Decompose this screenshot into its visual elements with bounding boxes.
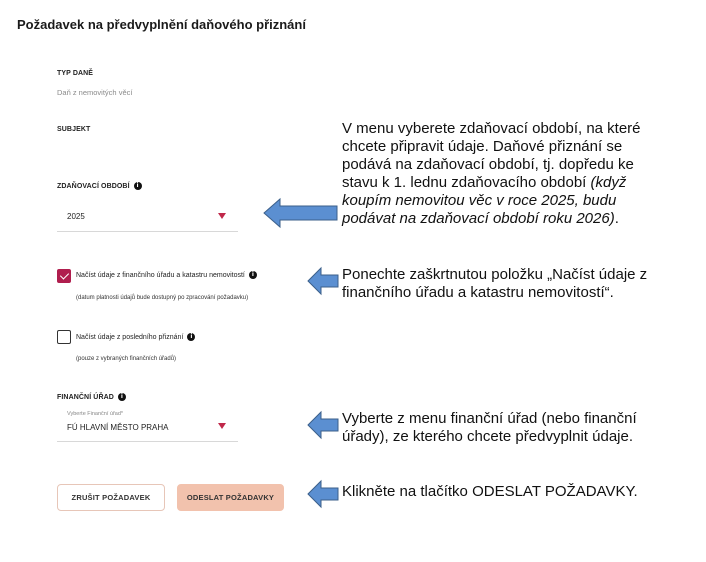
load-registry-label-text: Načíst údaje z finančního úřadu a katastru nemovitostí bbox=[76, 271, 245, 279]
period-annotation bbox=[342, 120, 672, 228]
load-last-checkbox[interactable] bbox=[57, 330, 71, 344]
load-last-label-text: Načíst údaje z posledního přiznání bbox=[76, 333, 184, 341]
subject-label: SUBJEKT bbox=[57, 126, 91, 133]
office-select-value: FÚ HLAVNÍ MĚSTO PRAHA bbox=[67, 423, 169, 432]
period-annotation-text: V menu vyberete zdaňovací období, na které chcete připravit údaje. Daňové přiznání se podává na zdaňovací období, tj. dopředu ke stavu k 1. lednu zdaňovacího období bbox=[342, 120, 641, 191]
office-label-text: FINANČNÍ ÚŘAD bbox=[57, 393, 114, 401]
send-annotation: Klikněte na tlačítko ODESLAT POŽADAVKY. bbox=[342, 483, 638, 500]
load-registry-note: (datum platnosti údajů bude dostupný po zpracování požadavku) bbox=[76, 295, 249, 301]
page-title: Požadavek na předvyplnění daňového přiznání bbox=[17, 17, 306, 32]
period-select[interactable] bbox=[57, 198, 238, 232]
period-annotation-italic: (když koupím nemovitou věc v roce 2025, budu podávat na zdaňovací období roku 2026) bbox=[342, 174, 627, 227]
office-select-label: Vyberte Finanční úřad* bbox=[67, 411, 124, 417]
office-select[interactable] bbox=[57, 408, 238, 442]
period-select-value: 2025 bbox=[67, 212, 85, 221]
info-icon[interactable]: i bbox=[134, 182, 142, 190]
load-last-note: (pouze z vybraných finančních úřadů) bbox=[76, 356, 177, 362]
caret-down-icon bbox=[218, 213, 226, 219]
tax-type-label: TYP DANĚ bbox=[57, 70, 94, 77]
period-label-text: ZDAŇOVACÍ OBDOBÍ bbox=[57, 182, 130, 190]
arrow-left-icon bbox=[307, 267, 339, 295]
cancel-button[interactable]: ZRUŠIT POŽADAVEK bbox=[57, 484, 165, 511]
arrow-left-icon bbox=[307, 480, 339, 508]
caret-down-icon bbox=[218, 423, 226, 429]
arrow-left-icon bbox=[307, 411, 339, 439]
registry-annotation: Ponechte zaškrtnutou položku „Načíst údaje z finančního úřadu a katastru nemovitostí“. bbox=[342, 266, 648, 301]
load-last-label bbox=[76, 333, 195, 341]
office-annotation: Vyberte z menu finanční úřad (nebo finanční úřady), ze kterého chcete předvyplnit údaje. bbox=[342, 410, 637, 445]
send-button[interactable]: ODESLAT POŽADAVKY bbox=[177, 484, 284, 511]
info-icon[interactable]: i bbox=[118, 393, 126, 401]
arrow-left-icon bbox=[263, 198, 338, 228]
period-annotation-end: . bbox=[614, 210, 619, 227]
info-icon[interactable]: i bbox=[187, 333, 195, 341]
period-label bbox=[57, 182, 142, 190]
info-icon[interactable]: i bbox=[249, 271, 257, 279]
load-registry-label bbox=[76, 271, 257, 279]
load-registry-checkbox[interactable] bbox=[57, 269, 71, 283]
office-label bbox=[57, 393, 126, 401]
tax-type-value: Daň z nemovitých věcí bbox=[57, 88, 133, 97]
